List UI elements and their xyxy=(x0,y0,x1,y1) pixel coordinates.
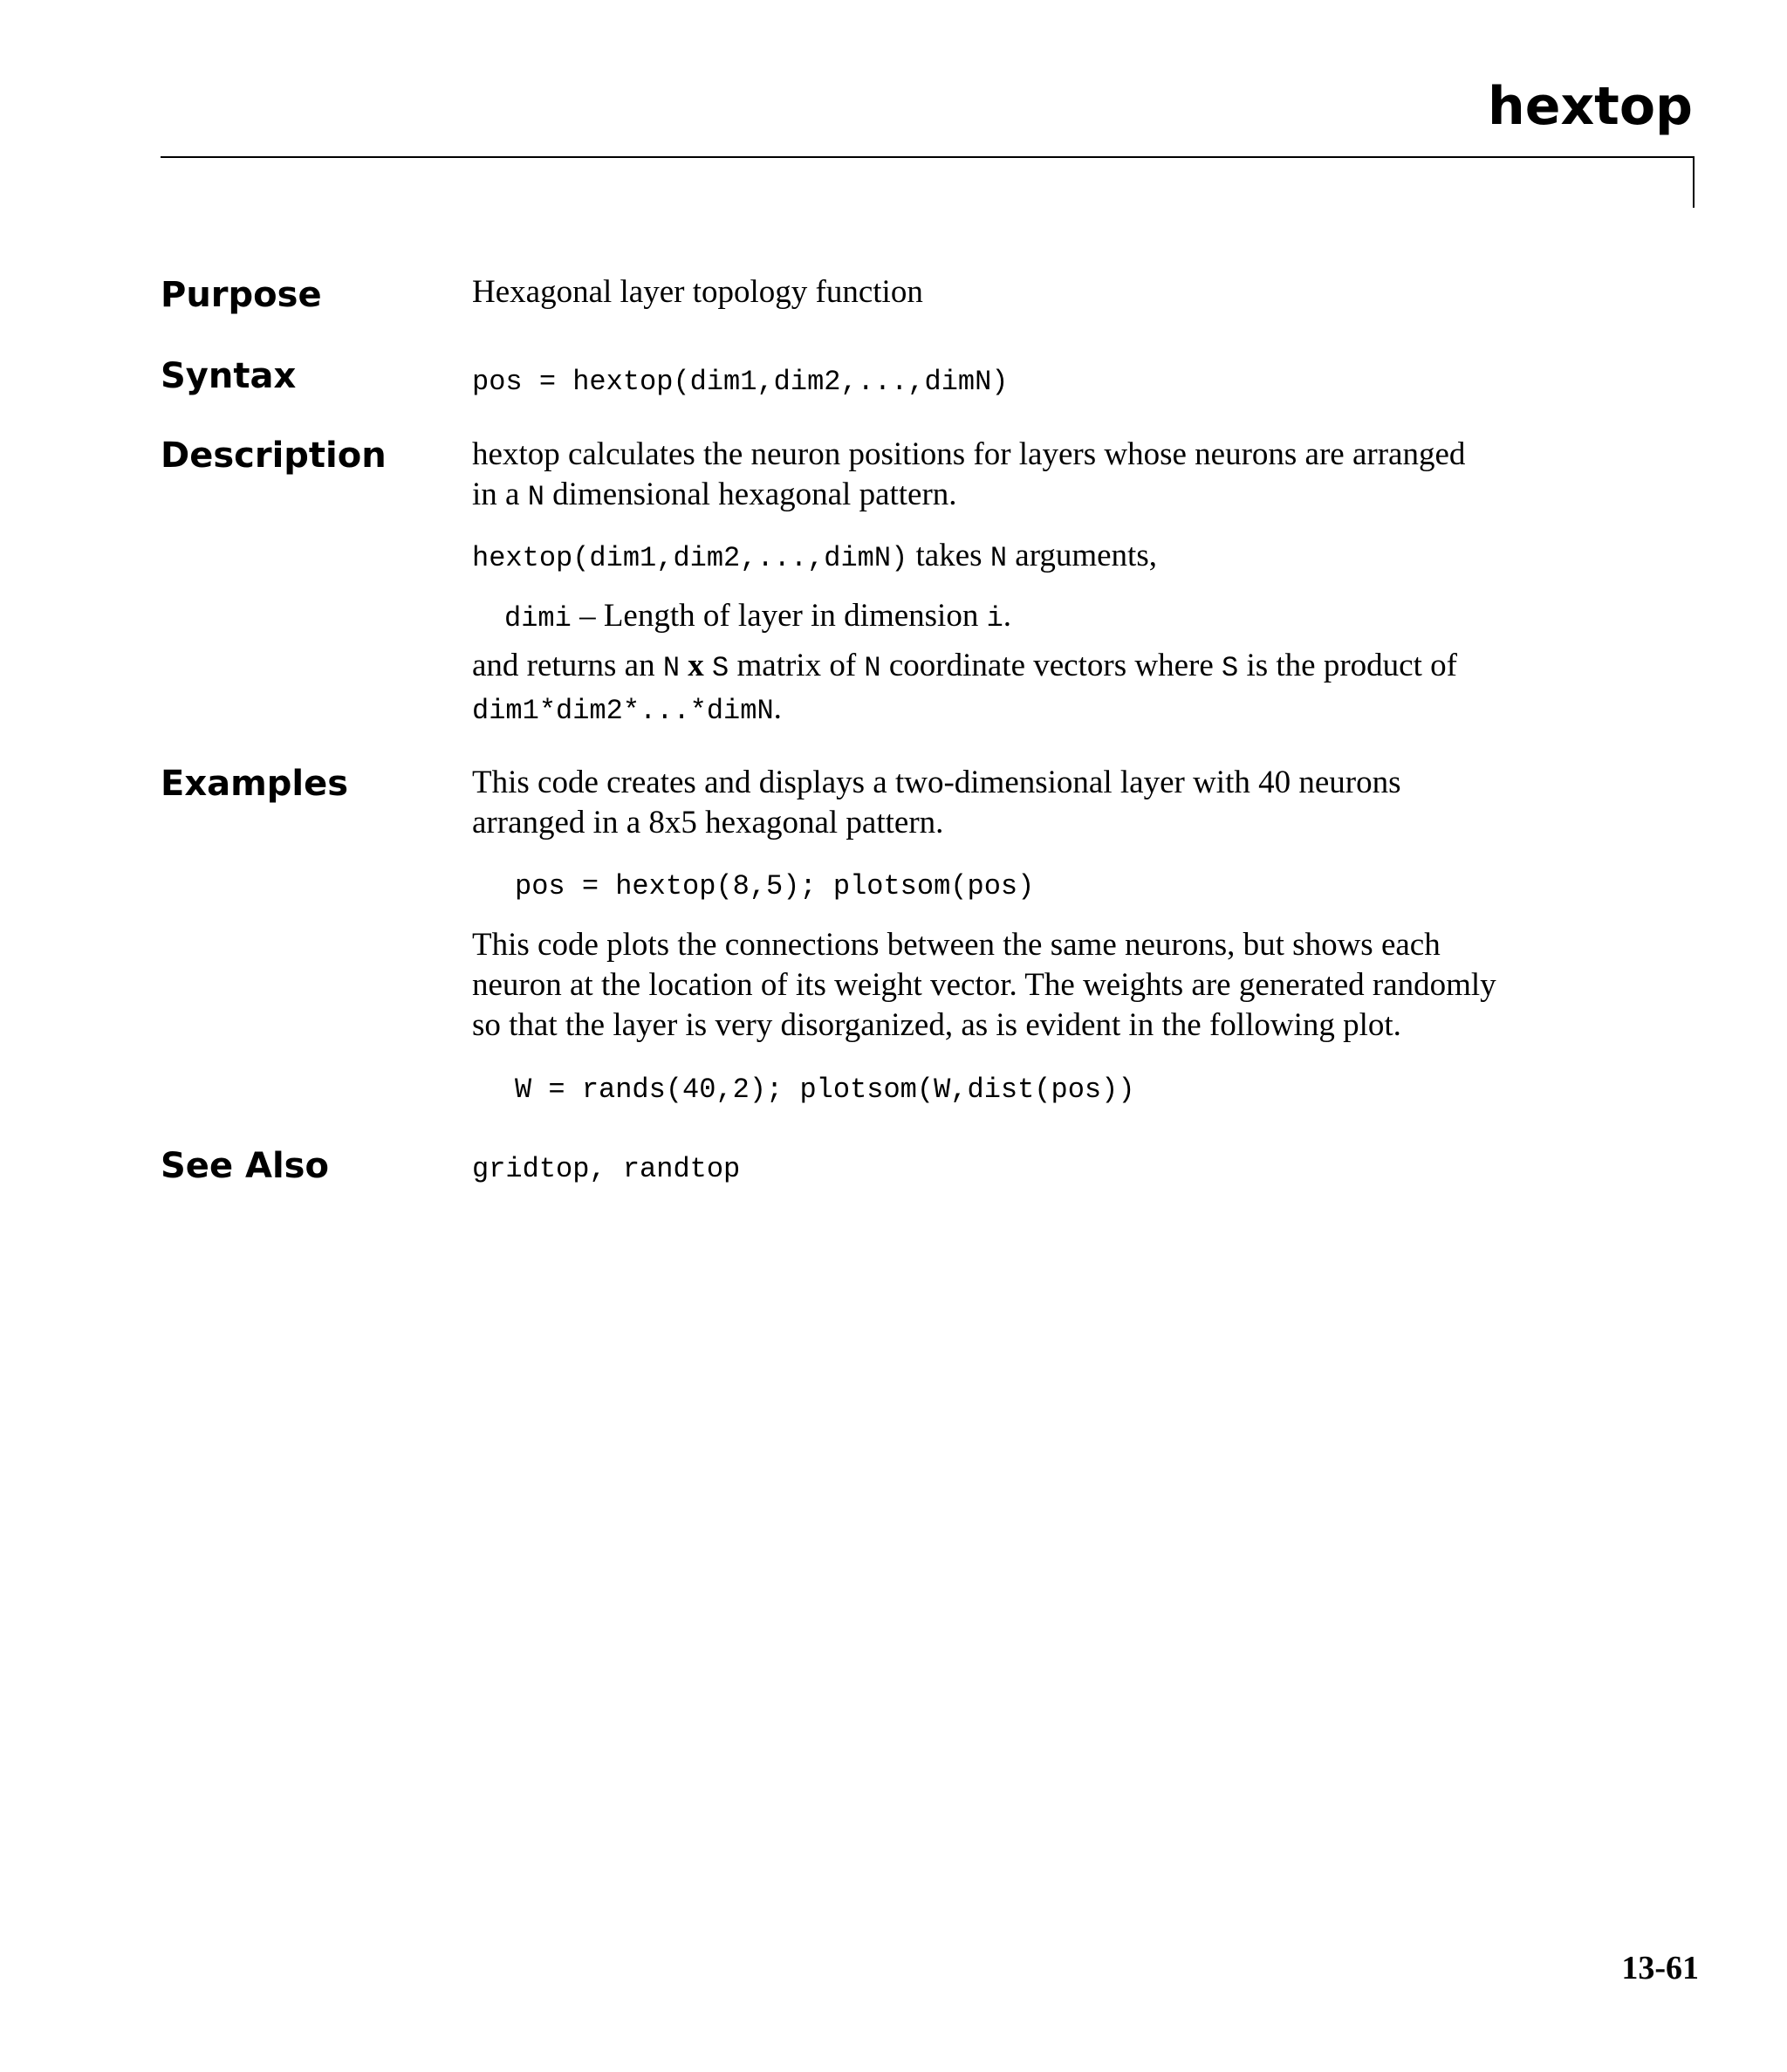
syntax-code: pos = hextop(dim1,dim2,...,dimN) xyxy=(472,366,1009,398)
description-p3-line-1: and returns an N x S matrix of N coordinate vectors where S is the product of xyxy=(472,648,1457,684)
description-p1-line-1: hextop calculates the neuron positions for layers whose neurons are arranged xyxy=(472,436,1466,472)
purpose-text: Hexagonal layer topology function xyxy=(472,274,923,310)
examples-p1-line-1: This code creates and displays a two-dimensional layer with 40 neurons xyxy=(472,765,1401,800)
examples-p2-line-1: This code plots the connections between the same neurons, but shows each xyxy=(472,927,1441,963)
description-argument: dimi – Length of layer in dimension i. xyxy=(504,598,1012,635)
examples-label: Examples xyxy=(161,764,349,804)
see-also-links[interactable]: gridtop, randtop xyxy=(472,1153,741,1185)
syntax-label: Syntax xyxy=(161,356,297,396)
description-paragraph-2: hextop(dim1,dim2,...,dimN) takes N arguments, xyxy=(472,538,1157,574)
examples-paragraph-2 xyxy=(472,925,1496,1046)
description-label: Description xyxy=(161,436,387,476)
description-paragraph-3 xyxy=(472,646,1457,731)
see-also-label: See Also xyxy=(161,1146,329,1186)
page-title: hextop xyxy=(1488,76,1693,137)
header-rule-tick xyxy=(1693,156,1695,208)
description-p1-line-2: in a N dimensional hexagonal pattern. xyxy=(472,477,957,513)
purpose-label: Purpose xyxy=(161,275,322,315)
page-number: 13-61 xyxy=(1621,1950,1699,1986)
header-rule xyxy=(161,156,1695,158)
examples-code-2: W = rands(40,2); plotsom(W,dist(pos)) xyxy=(515,1074,1135,1106)
examples-p1-line-2: arranged in a 8x5 hexagonal pattern. xyxy=(472,805,944,840)
examples-p2-line-3: so that the layer is very disorganized, as is evident in the following plot. xyxy=(472,1007,1401,1043)
description-paragraph-1 xyxy=(472,435,1465,518)
examples-p2-line-2: neuron at the location of its weight vector. The weights are generated randomly xyxy=(472,967,1496,1003)
examples-code-1: pos = hextop(8,5); plotsom(pos) xyxy=(515,870,1035,902)
description-p3-line-2: dim1*dim2*...*dimN. xyxy=(472,690,782,727)
examples-paragraph-1 xyxy=(472,763,1401,843)
